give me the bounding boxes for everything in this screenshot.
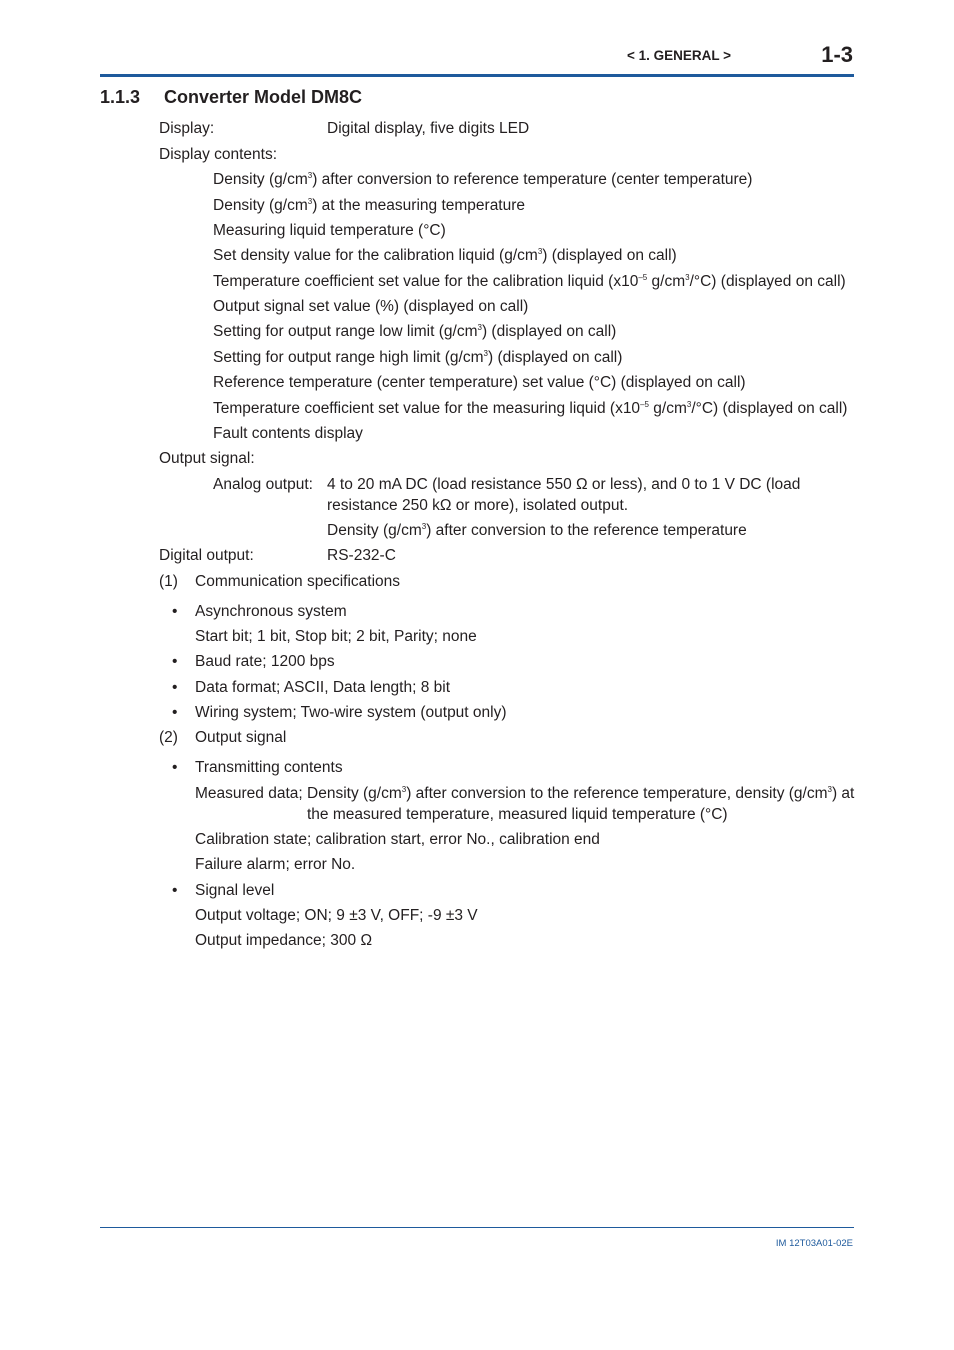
bullet: • <box>172 603 178 620</box>
digital-output-value: RS-232-C <box>327 547 396 564</box>
comm-item: Data format; ASCII, Data length; 8 bit <box>195 679 451 696</box>
output-title: Output signal <box>195 729 287 746</box>
comm-number: (1) <box>159 573 178 590</box>
display-content-item: Fault contents display <box>213 425 363 442</box>
document-number: IM 12T03A01-02E <box>775 1238 853 1249</box>
bullet: • <box>172 882 178 899</box>
display-content-item: Density $(g/cm^3)$ at the measuring temperature <box>213 197 526 214</box>
display-content-item: Output signal set value (%) (displayed on call) <box>213 298 529 315</box>
output-item: Calibration state; calibration start, error No., calibration end <box>195 831 600 848</box>
comm-item: Baud rate; 1200 bps <box>195 653 335 670</box>
comm-item: Start bit; 1 bit, Stop bit; 2 bit, Parity; none <box>195 628 477 645</box>
bullet: • <box>172 653 178 670</box>
header-rule <box>100 74 854 77</box>
comm-item: Wiring system; Two-wire system (output only) <box>195 704 507 721</box>
output-number: (2) <box>159 729 178 746</box>
display-label: Display: <box>159 120 215 137</box>
display-contents-label: Display contents: <box>159 146 278 163</box>
display-content-item: Temperature coefficient set value for the calibration liquid ($x10^{-5}$ $g/cm^3/^\circ C$) (displayed on call) <box>213 273 846 290</box>
output-signal-label: Output signal: <box>159 450 255 467</box>
comm-item: Asynchronous system <box>195 603 347 620</box>
display-value: Digital display, five digits LED <box>327 120 530 137</box>
display-content-item: Reference temperature (center temperature) set value (°C) (displayed on call) <box>213 374 746 391</box>
display-content-item: Setting for output range high limit $(g/cm^3)$ (displayed on call) <box>213 349 623 366</box>
output-item: Measured data; Density $(g/cm^3)$ after conversion to the reference temperature, density $(g/cm^3)$ at <box>195 785 855 802</box>
chapter-label: < 1. GENERAL > <box>626 48 731 63</box>
output-item-cont: the measured temperature, measured liquid temperature (°C) <box>307 806 728 823</box>
output-item: Failure alarm; error No. <box>195 856 356 873</box>
bullet: • <box>172 759 178 776</box>
page-number: 1-3 <box>821 42 853 67</box>
display-content-item: Temperature coefficient set value for the measuring liquid ($x10^{-5}$ $g/cm^3/^\circ C$) (displayed on call) <box>213 400 848 417</box>
output-item: Output voltage; ON; 9 ±3 V, OFF; -9 ±3 V <box>195 907 478 924</box>
output-item: Transmitting contents <box>195 759 343 776</box>
comm-title: Communication specifications <box>195 573 401 590</box>
output-item: Signal level <box>195 882 275 899</box>
bullet: • <box>172 704 178 721</box>
section-title: Converter Model DM8C <box>164 87 363 107</box>
bullet: • <box>172 679 178 696</box>
analog-output-value: 4 to 20 mA DC (load resistance 550 Ω or less), and 0 to 1 V DC (load <box>327 476 801 493</box>
digital-output-label: Digital output: <box>159 547 254 564</box>
footer-rule <box>100 1227 854 1228</box>
output-item: Output impedance; 300 Ω <box>195 932 373 949</box>
analog-output-density: Density $(g/cm^3)$ after conversion to the reference temperature <box>327 522 747 539</box>
section-number: 1.1.3 <box>100 87 141 107</box>
analog-output-value-cont: resistance 250 kΩ or more), isolated output. <box>327 497 629 514</box>
display-content-item: Setting for output range low limit $(g/cm^3)$ (displayed on call) <box>213 323 617 340</box>
display-content-item: Set density value for the calibration liquid $(g/cm^3)$ (displayed on call) <box>213 247 677 264</box>
display-content-item: Measuring liquid temperature (°C) <box>213 222 446 239</box>
analog-output-label: Analog output: <box>213 476 313 493</box>
display-content-item: Density $(g/cm^3)$ after conversion to reference temperature (center temperature) <box>213 171 753 188</box>
